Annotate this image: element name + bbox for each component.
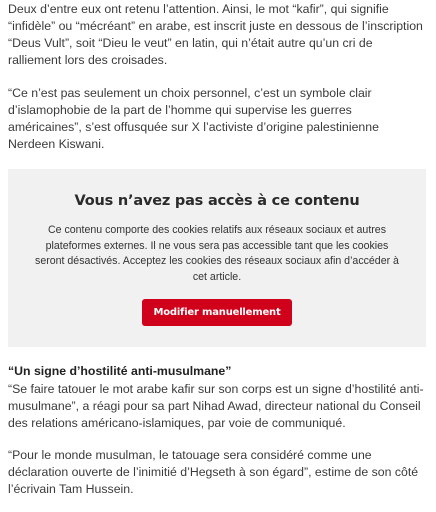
article-subheading: “Un signe d’hostilité anti-musulmane” bbox=[8, 364, 232, 378]
modify-manually-button[interactable]: Modifier manuellement bbox=[142, 299, 291, 326]
article-paragraph: “Pour le monde musulman, le tatouage sera considéré comme une déclaration ouverte de l’inimitié d’Hegseth à son égard”, estime de son côté l’écrivain Tam Hussein. bbox=[8, 448, 419, 496]
article-paragraph: “Se faire tatouer le mot arabe kafir sur son corps est un signe d’hostilité anti-musulmane”, a réagi pour sa part Nihad Awad, directeur national du Conseil des relations américano-islamiques, par voie de communiqué. bbox=[8, 382, 424, 430]
article-paragraph: Deux d’entre eux ont retenu l’attention. Ainsi, le mot “kafir”, qui signifie “infidèle” ou “mécréant” en arabe, est inscrit juste en dessous de l’inscription “Deus Vult”, soit “Dieu le veut” en latin, qui n’était autre qu’un cri de ralliement lors des croisades. bbox=[8, 2, 423, 67]
cookie-consent-box bbox=[8, 169, 426, 347]
article-paragraph: “Ce n’est pas seulement un choix personnel, c’est un symbole clair d’islamophobie de la part de l’homme qui supervise les guerres américaines”, s’est offusquée sur X l’activiste d’origine palestinienne Nerdeen Kiswani. bbox=[8, 86, 379, 151]
consent-title: Vous n’avez pas accès à ce contenu bbox=[74, 193, 360, 209]
consent-description: Ce contenu comporte des cookies relatifs aux réseaux sociaux et autres plateformes externes. Il ne vous sera pas accessible tant que les cookies seront désactivés. Acceptez les cookies des réseaux sociaux afin d’accéder à cet article. bbox=[35, 224, 399, 283]
